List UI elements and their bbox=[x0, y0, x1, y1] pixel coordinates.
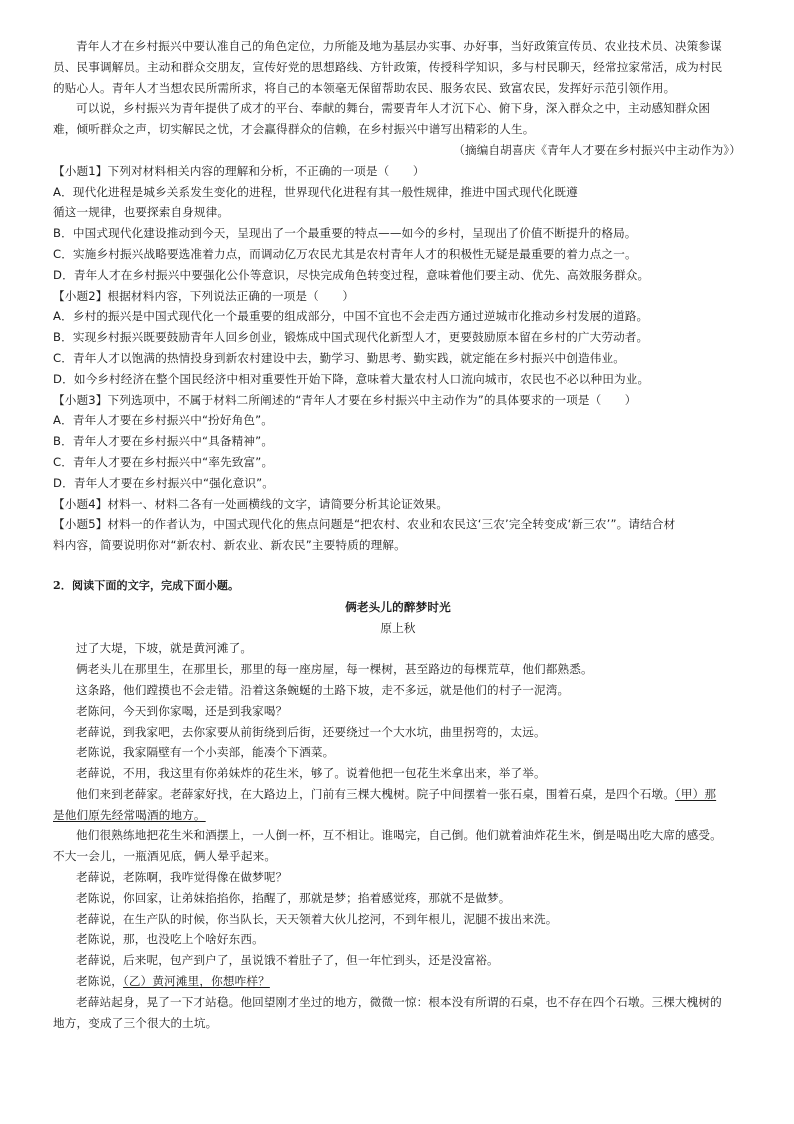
passage-paragraph bbox=[53, 98, 743, 140]
question-stem: 【小题3】下列选项中，不属于材料二所阐述的“青年人才要在乡村振兴中主动作为”的具体要求的一项是（ ） bbox=[53, 392, 637, 407]
story-line bbox=[53, 971, 743, 992]
text-line: 员、民事调解员。主动和群众交朋友，宣传好党的思想路线、方针政策，传授科学知识，多与村民聊天，经常拉家常活，成为村民 bbox=[53, 59, 723, 74]
story-line: 老薛说，后来呢，包产到户了，虽说饿不着肚子了，但一年忙到头，还是没富裕。 bbox=[76, 953, 499, 968]
story-line: 老薛说，不用，我这里有你弟妹炸的花生米，够了。说着他把一包花生米拿出来，举了举。 bbox=[76, 766, 546, 781]
question-5 bbox=[53, 514, 743, 556]
story-line: 老陈说，你回家，让弟妹掐掐你，掐醒了，那就是梦；掐着感觉疼，那就不是做梦。 bbox=[76, 890, 511, 905]
document-page bbox=[53, 36, 743, 1033]
question-4 bbox=[53, 494, 743, 515]
option-b: B．中国式现代化建设推动到今天，呈现出了一个最重要的特点——如今的乡村，呈现出了价值不断提升的格局。 bbox=[53, 226, 637, 241]
option-d: D．如今乡村经济在整个国民经济中相对重要性开始下降，意味着大量农村人口流向城市，农民也不必以种田为业。 bbox=[53, 371, 650, 386]
story-line: 不大一会儿，一瓶酒见底，俩人晕乎起来。 bbox=[53, 849, 277, 864]
story-line: 地方，变成了三个很大的土坑。 bbox=[53, 1015, 218, 1030]
story-line: 他们很熟练地把花生米和酒摆上，一人倒一杯，互不相让。谁喝完，自己倒。他们就着油炸花生米，倒是喝出吃大席的感受。 bbox=[76, 828, 722, 843]
option-c: C．实施乡村振兴战略要选准着力点，而调动亿万农民尤其是农村青年人才的积极性无疑是最重要的着力点之一。 bbox=[53, 246, 637, 261]
story-title: 俩老头儿的醉梦时光 bbox=[345, 599, 451, 614]
story-line: 这条路，他们蹚摸也不会走错。沿着这条蜿蜒的土路下坡，走不多远，就是他们的村子一泥湾。 bbox=[76, 682, 570, 697]
story-line: 过了大堤，下坡，就是黄河滩了。 bbox=[76, 641, 253, 656]
question-stem: 【小题2】根据材料内容，下列说法正确的一项是（ ） bbox=[53, 288, 355, 303]
option-b: B．实现乡村振兴既要鼓励青年人回乡创业，锻炼成中国式现代化新型人才，更要鼓励原本留在乡村的广大劳动者。 bbox=[53, 330, 649, 345]
text-line: 难，倾听群众之声，切实解民之忧，才会赢得群众的信赖，在乡村振兴中谱写出精彩的人生。 bbox=[53, 122, 535, 137]
story-body bbox=[53, 638, 743, 1033]
option-a: A．现代化进程是城乡关系发生变化的进程，世界现代化进程有其一般性规律，推进中国式现代化既遵 bbox=[53, 184, 578, 199]
story-author: 原上秋 bbox=[380, 620, 416, 635]
option-b: B．青年人才要在乡村振兴中“具备精神”。 bbox=[53, 434, 274, 449]
story-line: 俩老头儿在那里生，在那里长，那里的每一座房屋，每一棵树，甚至路边的每棵荒草，他们都熟悉。 bbox=[76, 662, 593, 677]
passage-paragraph bbox=[53, 36, 743, 98]
story-line: 老陈说，那，也没吃上个啥好东西。 bbox=[76, 932, 264, 947]
story-line: 老薛站起身，晃了一下才站稳。他回望刚才坐过的地方，微微一惊：根本没有所谓的石桌，也不存在四个石墩。三棵大槐树的 bbox=[76, 994, 722, 1009]
story-text: 他们来到老薛家。老薛家好找，在大路边上，门前有三棵大槐树。院子中间摆着一张石桌，围着石桌，是四个石墩。 bbox=[76, 786, 675, 801]
text-line: 青年人才在乡村振兴中要认准自己的角色定位，力所能及地为基层办实事、办好事，当好政策宣传员、农业技术员、决策参谋 bbox=[76, 39, 722, 53]
question-1 bbox=[53, 161, 743, 286]
question-stem: 【小题1】下列对材料相关内容的理解和分析，不正确的一项是（ ） bbox=[53, 163, 425, 178]
story-line: 老陈问，今天到你家喝，还是到我家喝？ bbox=[76, 703, 288, 718]
question-stem-cont: 料内容，简要说明你对“新农村、新农业、新农民”主要特质的理解。 bbox=[53, 538, 406, 553]
question-2 bbox=[53, 286, 743, 390]
story-line bbox=[53, 784, 743, 805]
section-label: 2．阅读下面的文字，完成下面小题。 bbox=[53, 578, 240, 592]
question-stem: 【小题4】材料一、材料二各有一处画横线的文字，请简要分析其论证效果。 bbox=[53, 496, 449, 511]
question-3 bbox=[53, 390, 743, 494]
story-text: 老陈说， bbox=[76, 974, 123, 989]
option-a: A．青年人才要在乡村振兴中“扮好角色”。 bbox=[53, 413, 274, 428]
underlined-sentence-jia: （甲）那 bbox=[674, 786, 717, 801]
text-line: 的贴心人。青年人才当想农民所需所求，将自己的本领毫无保留帮助农民、服务农民、致富农民，发挥好示范引领作用。 bbox=[53, 80, 676, 95]
underlined-sentence-yi: （乙）黄河滩里，你想咋样？ bbox=[122, 974, 270, 989]
story-line: 老陈说，我家隔壁有一个小卖部，能凑个下酒菜。 bbox=[76, 745, 335, 760]
story-line: 老薛说，老陈啊，我咋觉得像在做梦呢？ bbox=[76, 870, 288, 885]
option-d: D．青年人才要在乡村振兴中“强化意识”。 bbox=[53, 475, 275, 490]
option-c: C．青年人才以饱满的热情投身到新农村建设中去，勤学习、勤思考、勤实践，就定能在乡村振兴中创造伟业。 bbox=[53, 350, 625, 365]
option-a: A．乡村的振兴是中国式现代化一个最重要的组成部分，中国不宜也不会走西方通过逆城市化推动乡村发展的道路。 bbox=[53, 309, 649, 324]
story-line bbox=[53, 805, 743, 826]
option-a-cont: 循这一规律，也要探索自身规律。 bbox=[53, 205, 230, 220]
question-stem: 【小题5】材料一的作者认为，中国式现代化的焦点问题是“把农村、农业和农民这‘三农’完全转变成‘新三农’”。请结合材 bbox=[53, 517, 676, 532]
option-c: C．青年人才要在乡村振兴中“率先致富”。 bbox=[53, 454, 274, 469]
text-line: 可以说，乡村振兴为青年提供了成才的平台、奉献的舞台，需要青年人才沉下心、俯下身，深入群众之中，主动感知群众困 bbox=[76, 101, 711, 116]
story-line: 老薛说，到我家吧，去你家要从前街绕到后街，还要绕过一个大水坑，曲里拐弯的，太远。 bbox=[76, 724, 546, 739]
story-line: 老薛说，在生产队的时候，你当队长，天天领着大伙儿挖河，不到年根儿，泥腿不拔出来洗。 bbox=[76, 911, 558, 926]
source-citation: （摘编自胡喜庆《青年人才要在乡村振兴中主动作为》） bbox=[453, 142, 741, 157]
option-d: D．青年人才在乡村振兴中要强化公仆等意识，尽快完成角色转变过程，意味着他们要主动、优先、高效服务群众。 bbox=[53, 267, 650, 282]
underlined-sentence-jia-cont: 是他们原先经常喝酒的地方。 bbox=[53, 807, 206, 822]
